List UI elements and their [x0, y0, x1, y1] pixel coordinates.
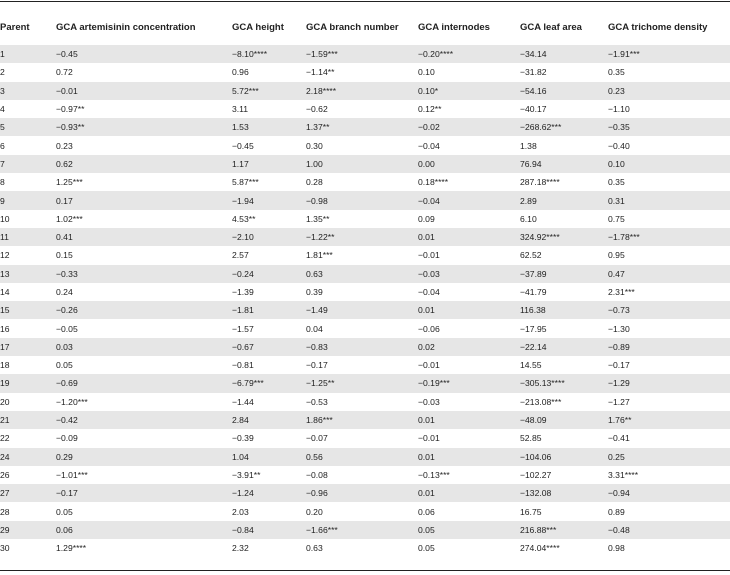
cell-branch-number: 1.35** [306, 213, 330, 224]
data-table [0, 22, 730, 557]
cell-height: −3.91** [232, 469, 261, 480]
cell-artemisinin: 1.25*** [56, 177, 83, 188]
cell-trichome-density: 0.35 [608, 177, 625, 188]
table-row [0, 374, 730, 392]
cell-branch-number: 0.20 [306, 506, 323, 517]
table-row [0, 356, 730, 374]
cell-height: −1.57 [232, 323, 254, 334]
table-row [0, 283, 730, 301]
cell-height: 2.84 [232, 411, 306, 429]
cell-trichome-density: −1.30 [608, 323, 630, 334]
cell-trichome-density: −0.41 [608, 433, 630, 444]
cell-artemisinin: 0.23 [56, 140, 73, 151]
cell-artemisinin: −0.17 [56, 484, 232, 502]
cell-branch-number: −1.22** [306, 228, 418, 246]
cell-trichome-density: −0.40 [608, 140, 630, 151]
cell-height: −0.67 [232, 338, 306, 356]
cell-trichome-density: 1.76** [608, 411, 730, 429]
cell-parent: 27 [0, 484, 56, 502]
cell-parent: 11 [0, 228, 56, 246]
cell-trichome-density: −1.10 [608, 104, 630, 115]
cell-artemisinin: 0.05 [56, 360, 73, 371]
cell-internodes: −0.04 [418, 191, 520, 209]
cell-branch-number: 0.39 [306, 287, 323, 297]
cell-internodes: 0.01 [418, 301, 520, 319]
cell-trichome-density: 0.23 [608, 82, 730, 100]
cell-internodes: 0.02 [418, 338, 520, 356]
cell-leaf-area: 216.88*** [520, 521, 608, 539]
cell-branch-number: −0.08 [306, 469, 328, 480]
cell-leaf-area: 274.04**** [520, 543, 560, 554]
cell-internodes: −0.01 [418, 433, 440, 444]
cell-parent: 12 [0, 250, 10, 261]
cell-artemisinin: 0.41 [56, 228, 232, 246]
cell-parent: 6 [0, 140, 5, 151]
cell-parent: 4 [0, 104, 5, 115]
cell-artemisinin: 0.06 [56, 521, 232, 539]
cell-leaf-area: 14.55 [520, 360, 542, 371]
cell-trichome-density: 0.98 [608, 543, 625, 554]
table-row [0, 100, 730, 118]
cell-branch-number: 0.63 [306, 265, 418, 283]
cell-height: 4.53** [232, 213, 256, 224]
cell-branch-number: −0.53 [306, 396, 328, 407]
table-row [0, 82, 730, 100]
table-row [0, 155, 730, 173]
cell-artemisinin: −0.01 [56, 82, 232, 100]
cell-internodes: −0.13*** [418, 469, 450, 480]
cell-internodes: 0.09 [418, 213, 435, 224]
table-row [0, 228, 730, 246]
cell-internodes: 0.12** [418, 104, 442, 115]
header-artemisinin: GCA artemisinin concentration [56, 22, 196, 33]
cell-leaf-area: −31.82 [520, 67, 547, 78]
cell-trichome-density: 0.95 [608, 250, 625, 261]
table-row [0, 319, 730, 337]
cell-branch-number: 0.56 [306, 448, 418, 466]
cell-internodes: −0.06 [418, 323, 440, 334]
cell-trichome-density: 0.35 [608, 67, 625, 78]
cell-height: −1.39 [232, 287, 254, 297]
cell-trichome-density: −1.91*** [608, 45, 730, 63]
cell-parent: 10 [0, 213, 10, 224]
cell-leaf-area: 2.89 [520, 191, 608, 209]
cell-internodes: 0.05 [418, 521, 520, 539]
table-row [0, 265, 730, 283]
cell-internodes: −0.04 [418, 140, 440, 151]
table-row [0, 502, 730, 520]
table-bottom-rule [0, 570, 730, 571]
cell-leaf-area: 116.38 [520, 301, 608, 319]
table-header-row [0, 22, 730, 45]
cell-artemisinin: 0.05 [56, 506, 73, 517]
table-row [0, 539, 730, 557]
cell-leaf-area: −213.08*** [520, 396, 562, 407]
cell-leaf-area: −268.62*** [520, 118, 608, 136]
cell-parent: 26 [0, 469, 10, 480]
cell-parent: 1 [0, 45, 56, 63]
cell-height: −2.10 [232, 228, 306, 246]
cell-leaf-area: −104.06 [520, 448, 608, 466]
cell-artemisinin: 1.02*** [56, 213, 83, 224]
cell-height: 2.03 [232, 506, 249, 517]
cell-parent: 7 [0, 155, 56, 173]
cell-height: −1.81 [232, 301, 306, 319]
cell-height: 3.11 [232, 104, 249, 115]
cell-artemisinin: −0.97** [56, 104, 85, 115]
cell-height: 5.87*** [232, 177, 259, 188]
cell-parent: 18 [0, 360, 10, 371]
cell-trichome-density: 0.25 [608, 448, 730, 466]
cell-trichome-density: −1.78*** [608, 228, 730, 246]
cell-height: −0.81 [232, 360, 254, 371]
table-row [0, 411, 730, 429]
cell-leaf-area: −54.16 [520, 82, 608, 100]
table-row [0, 521, 730, 539]
cell-parent: 3 [0, 82, 56, 100]
cell-leaf-area: 1.38 [520, 140, 537, 151]
table-row [0, 448, 730, 466]
cell-height: 1.04 [232, 448, 306, 466]
cell-branch-number: −0.62 [306, 104, 328, 115]
cell-branch-number: −1.66*** [306, 521, 418, 539]
cell-artemisinin: 0.03 [56, 338, 232, 356]
cell-internodes: −0.03 [418, 265, 520, 283]
cell-height: −0.84 [232, 521, 306, 539]
cell-parent: 24 [0, 448, 56, 466]
table-body [0, 45, 730, 557]
cell-branch-number: 2.18**** [306, 82, 418, 100]
cell-height: 2.57 [232, 250, 249, 261]
cell-artemisinin: −1.20*** [56, 396, 88, 407]
cell-trichome-density: −1.29 [608, 374, 730, 392]
cell-artemisinin: 0.72 [56, 67, 73, 78]
cell-parent: 20 [0, 396, 10, 407]
cell-parent: 29 [0, 521, 56, 539]
cell-leaf-area: −37.89 [520, 265, 608, 283]
cell-trichome-density: −0.94 [608, 484, 730, 502]
table-row [0, 191, 730, 209]
table-row [0, 210, 730, 228]
cell-trichome-density: −0.73 [608, 301, 730, 319]
cell-leaf-area: −41.79 [520, 287, 547, 297]
cell-internodes: −0.01 [418, 250, 440, 261]
cell-trichome-density: −0.17 [608, 360, 630, 371]
table-top-rule [0, 1, 730, 2]
cell-artemisinin: 0.62 [56, 155, 232, 173]
cell-leaf-area: −102.27 [520, 469, 552, 480]
cell-branch-number: −0.98 [306, 191, 418, 209]
cell-branch-number: −1.49 [306, 301, 418, 319]
cell-leaf-area: −305.13**** [520, 374, 608, 392]
cell-branch-number: 0.04 [306, 323, 323, 334]
cell-height: 0.96 [232, 67, 249, 78]
cell-leaf-area: 6.10 [520, 213, 537, 224]
cell-artemisinin: −0.45 [56, 45, 232, 63]
cell-height: −1.44 [232, 396, 254, 407]
header-internodes: GCA internodes [418, 22, 490, 33]
cell-leaf-area: 52.85 [520, 433, 542, 444]
cell-internodes: −0.01 [418, 360, 440, 371]
cell-internodes: −0.20**** [418, 45, 520, 63]
cell-internodes: 0.18**** [418, 177, 449, 188]
cell-branch-number: −1.25** [306, 374, 418, 392]
cell-internodes: 0.10 [418, 67, 435, 78]
table-row [0, 484, 730, 502]
cell-branch-number: 0.28 [306, 177, 323, 188]
header-branch-number: GCA branch number [306, 22, 399, 33]
cell-height: 5.72*** [232, 82, 306, 100]
cell-leaf-area: −17.95 [520, 323, 547, 334]
table-row [0, 429, 730, 447]
cell-artemisinin: 0.24 [56, 287, 73, 297]
cell-internodes: 0.01 [418, 484, 520, 502]
cell-artemisinin: 0.15 [56, 250, 73, 261]
cell-height: 1.53 [232, 118, 306, 136]
cell-branch-number: −0.17 [306, 360, 328, 371]
table-row [0, 246, 730, 264]
cell-height: −6.79*** [232, 374, 306, 392]
cell-internodes: −0.04 [418, 287, 440, 297]
table-row [0, 118, 730, 136]
cell-height: −0.45 [232, 140, 254, 151]
cell-parent: 16 [0, 323, 10, 334]
cell-height: −0.24 [232, 265, 306, 283]
cell-internodes: 0.05 [418, 543, 435, 554]
cell-artemisinin: −0.05 [56, 323, 78, 334]
cell-parent: 2 [0, 67, 5, 78]
cell-trichome-density: −0.35 [608, 118, 730, 136]
cell-leaf-area: 287.18**** [520, 177, 560, 188]
cell-leaf-area: −40.17 [520, 104, 547, 115]
cell-branch-number: 1.37** [306, 118, 418, 136]
cell-artemisinin: −0.26 [56, 301, 232, 319]
cell-height: −8.10**** [232, 45, 306, 63]
cell-internodes: 0.01 [418, 448, 520, 466]
cell-artemisinin: −0.33 [56, 265, 232, 283]
cell-branch-number: −0.83 [306, 338, 418, 356]
cell-parent: 28 [0, 506, 10, 517]
cell-artemisinin: −0.42 [56, 411, 232, 429]
cell-artemisinin: −0.93** [56, 118, 232, 136]
cell-parent: 17 [0, 338, 56, 356]
cell-branch-number: −1.14** [306, 67, 335, 78]
cell-trichome-density: 0.47 [608, 265, 730, 283]
cell-internodes: −0.03 [418, 396, 440, 407]
cell-branch-number: −0.07 [306, 433, 328, 444]
cell-parent: 14 [0, 287, 10, 297]
cell-leaf-area: −34.14 [520, 45, 608, 63]
cell-parent: 8 [0, 177, 5, 188]
cell-parent: 22 [0, 433, 10, 444]
header-leaf-area: GCA leaf area [520, 22, 582, 33]
table-row [0, 466, 730, 484]
cell-height: −0.39 [232, 433, 254, 444]
cell-leaf-area: 76.94 [520, 155, 608, 173]
header-height: GCA height [232, 22, 284, 33]
cell-artemisinin: −0.09 [56, 433, 78, 444]
cell-leaf-area: −48.09 [520, 411, 608, 429]
cell-parent: 19 [0, 374, 56, 392]
cell-height: 1.17 [232, 155, 306, 173]
cell-height: −1.24 [232, 484, 306, 502]
cell-branch-number: 1.86*** [306, 411, 418, 429]
cell-branch-number: 1.81*** [306, 250, 333, 261]
cell-height: 2.32 [232, 543, 249, 554]
cell-parent: 15 [0, 301, 56, 319]
cell-trichome-density: 0.10 [608, 155, 730, 173]
cell-artemisinin: 0.17 [56, 191, 232, 209]
cell-trichome-density: −1.27 [608, 396, 630, 407]
cell-artemisinin: −1.01*** [56, 469, 88, 480]
cell-parent: 9 [0, 191, 56, 209]
cell-trichome-density: 2.31*** [608, 287, 635, 297]
table-row [0, 301, 730, 319]
cell-leaf-area: 16.75 [520, 506, 542, 517]
cell-internodes: 0.01 [418, 228, 520, 246]
cell-trichome-density: 0.31 [608, 191, 730, 209]
cell-height: −1.94 [232, 191, 306, 209]
cell-leaf-area: 62.52 [520, 250, 542, 261]
cell-artemisinin: −0.69 [56, 374, 232, 392]
table-row [0, 136, 730, 154]
cell-internodes: 0.01 [418, 411, 520, 429]
cell-leaf-area: 324.92**** [520, 228, 608, 246]
table-row [0, 63, 730, 81]
cell-internodes: −0.19*** [418, 374, 520, 392]
cell-leaf-area: −22.14 [520, 338, 608, 356]
cell-parent: 21 [0, 411, 56, 429]
cell-internodes: 0.10* [418, 82, 520, 100]
cell-trichome-density: 3.31**** [608, 469, 639, 480]
cell-branch-number: 0.30 [306, 140, 323, 151]
cell-trichome-density: 0.89 [608, 506, 625, 517]
cell-branch-number: −0.96 [306, 484, 418, 502]
cell-internodes: 0.00 [418, 155, 520, 173]
header-parent: Parent [0, 22, 30, 33]
cell-leaf-area: −132.08 [520, 484, 608, 502]
table-row [0, 45, 730, 63]
cell-parent: 5 [0, 118, 56, 136]
cell-parent: 30 [0, 543, 10, 554]
cell-trichome-density: −0.48 [608, 521, 730, 539]
cell-internodes: −0.02 [418, 118, 520, 136]
cell-branch-number: 0.63 [306, 543, 323, 554]
table-row [0, 393, 730, 411]
cell-branch-number: −1.59*** [306, 45, 418, 63]
cell-branch-number: 1.00 [306, 155, 418, 173]
cell-trichome-density: 0.75 [608, 213, 625, 224]
cell-artemisinin: 1.29**** [56, 543, 87, 554]
table-row [0, 173, 730, 191]
cell-trichome-density: −0.89 [608, 338, 730, 356]
table-row [0, 338, 730, 356]
cell-artemisinin: 0.29 [56, 448, 232, 466]
cell-parent: 13 [0, 265, 56, 283]
cell-internodes: 0.06 [418, 506, 435, 517]
header-trichome-density: GCA trichome density [608, 22, 708, 33]
